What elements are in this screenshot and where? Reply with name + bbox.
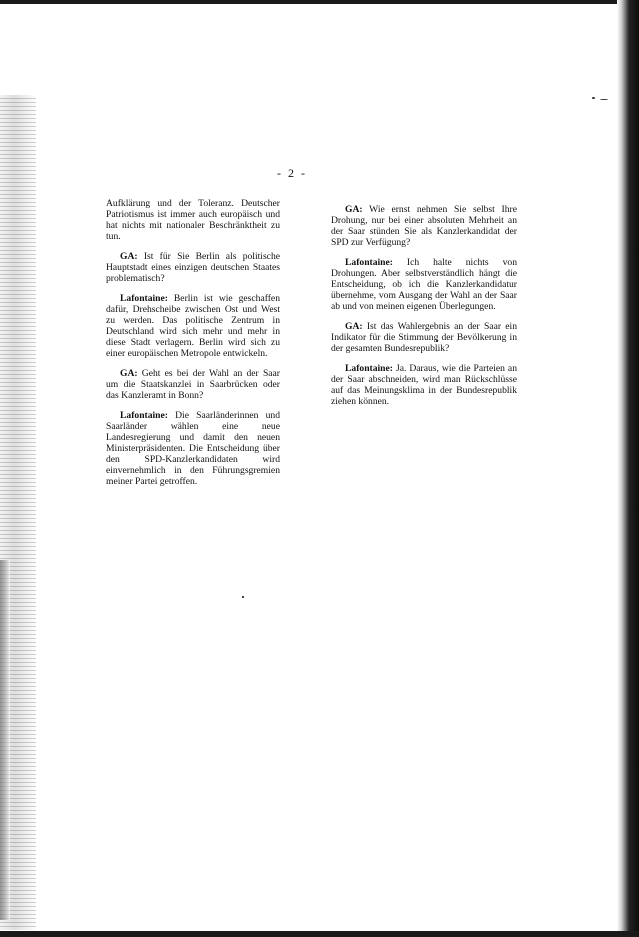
paragraph bbox=[331, 363, 517, 407]
scan-edge-top bbox=[0, 0, 620, 4]
paragraph-text: Ist das Wahlergebnis an der Saar ein Indikator für die Stimmung der Bevölkerung in der gesamten Bundesrepublik? bbox=[331, 321, 517, 354]
text-column-left bbox=[106, 198, 280, 496]
paragraph bbox=[106, 293, 280, 359]
paragraph-text: Berlin ist wie geschaffen dafür, Drehscheibe zwischen Ost und West zu werden. Das politische Zentrum in Deutschland wird sich mehr und mehr in diese Stadt verlagern. Berlin wird sich zu einer europäischen Metropole entwickeln. bbox=[106, 293, 280, 359]
scan-speck bbox=[242, 596, 244, 598]
scan-speck bbox=[600, 99, 608, 100]
speaker-label: Lafontaine: bbox=[345, 363, 393, 374]
speaker-label: GA: bbox=[345, 321, 363, 332]
paragraph bbox=[331, 257, 517, 312]
speaker-label: Lafontaine: bbox=[120, 293, 168, 304]
paragraph-text: Ist für Sie Berlin als politische Hauptstadt eines einzigen deutschen Staates problematisch? bbox=[106, 251, 280, 284]
paragraph-text: Geht es bei der Wahl an der Saar um die Staatskanzlei in Saarbrücken oder das Kanzleramt in Bonn? bbox=[106, 368, 280, 401]
speaker-label: Lafontaine: bbox=[120, 410, 168, 421]
paragraph bbox=[331, 321, 517, 354]
scan-shadow-left bbox=[0, 560, 10, 920]
paragraph-text: Die Saarländerinnen und Saarländer wählen eine neue Landesregierung und damit den neuen Ministerpräsidenten. Die Entscheidung über den SPD-Kanzlerkandidaten wird einvernehmlich in den Führungsgremien meiner Partei getroffen. bbox=[106, 410, 280, 487]
text-column-right bbox=[331, 204, 517, 416]
speaker-label: GA: bbox=[120, 251, 138, 262]
page-number: - 2 - bbox=[277, 166, 307, 180]
scan-speck bbox=[592, 97, 595, 99]
paragraph bbox=[331, 204, 517, 248]
paragraph-text: Aufklärung und der Toleranz. Deutscher Patriotismus ist immer auch europäisch und hat nichts mit nationaler Beschränktheit zu tun. bbox=[106, 198, 280, 242]
paragraph bbox=[106, 368, 280, 401]
paragraph-text: Ja. Daraus, wie die Parteien an der Saar abschneiden, wird man Rückschlüsse auf das Meinungsklima in der Bundesrepublik ziehen können. bbox=[331, 363, 517, 407]
speaker-label: Lafontaine: bbox=[345, 257, 393, 268]
paragraph-text: Wie ernst nehmen Sie selbst Ihre Drohung, nur bei einer absoluten Mehrheit an der Saar stünden Sie als Kanzlerkandidat der SPD zur Verfügung? bbox=[331, 204, 517, 248]
paragraph bbox=[106, 251, 280, 284]
scan-edge-bottom bbox=[0, 931, 639, 937]
paragraph bbox=[106, 410, 280, 487]
speaker-label: GA: bbox=[120, 368, 138, 379]
speaker-label: GA: bbox=[345, 204, 363, 215]
scan-edge-right bbox=[617, 0, 639, 937]
paragraph-text: Ich halte nichts von Drohungen. Aber selbstverständlich hängt die Entscheidung, ob ich die Kanzlerkandidatur übernehme, vom Ausgang der Wahl an der Saar ab und von meinen eigenen Überlegungen. bbox=[331, 257, 517, 312]
paragraph bbox=[106, 198, 280, 242]
